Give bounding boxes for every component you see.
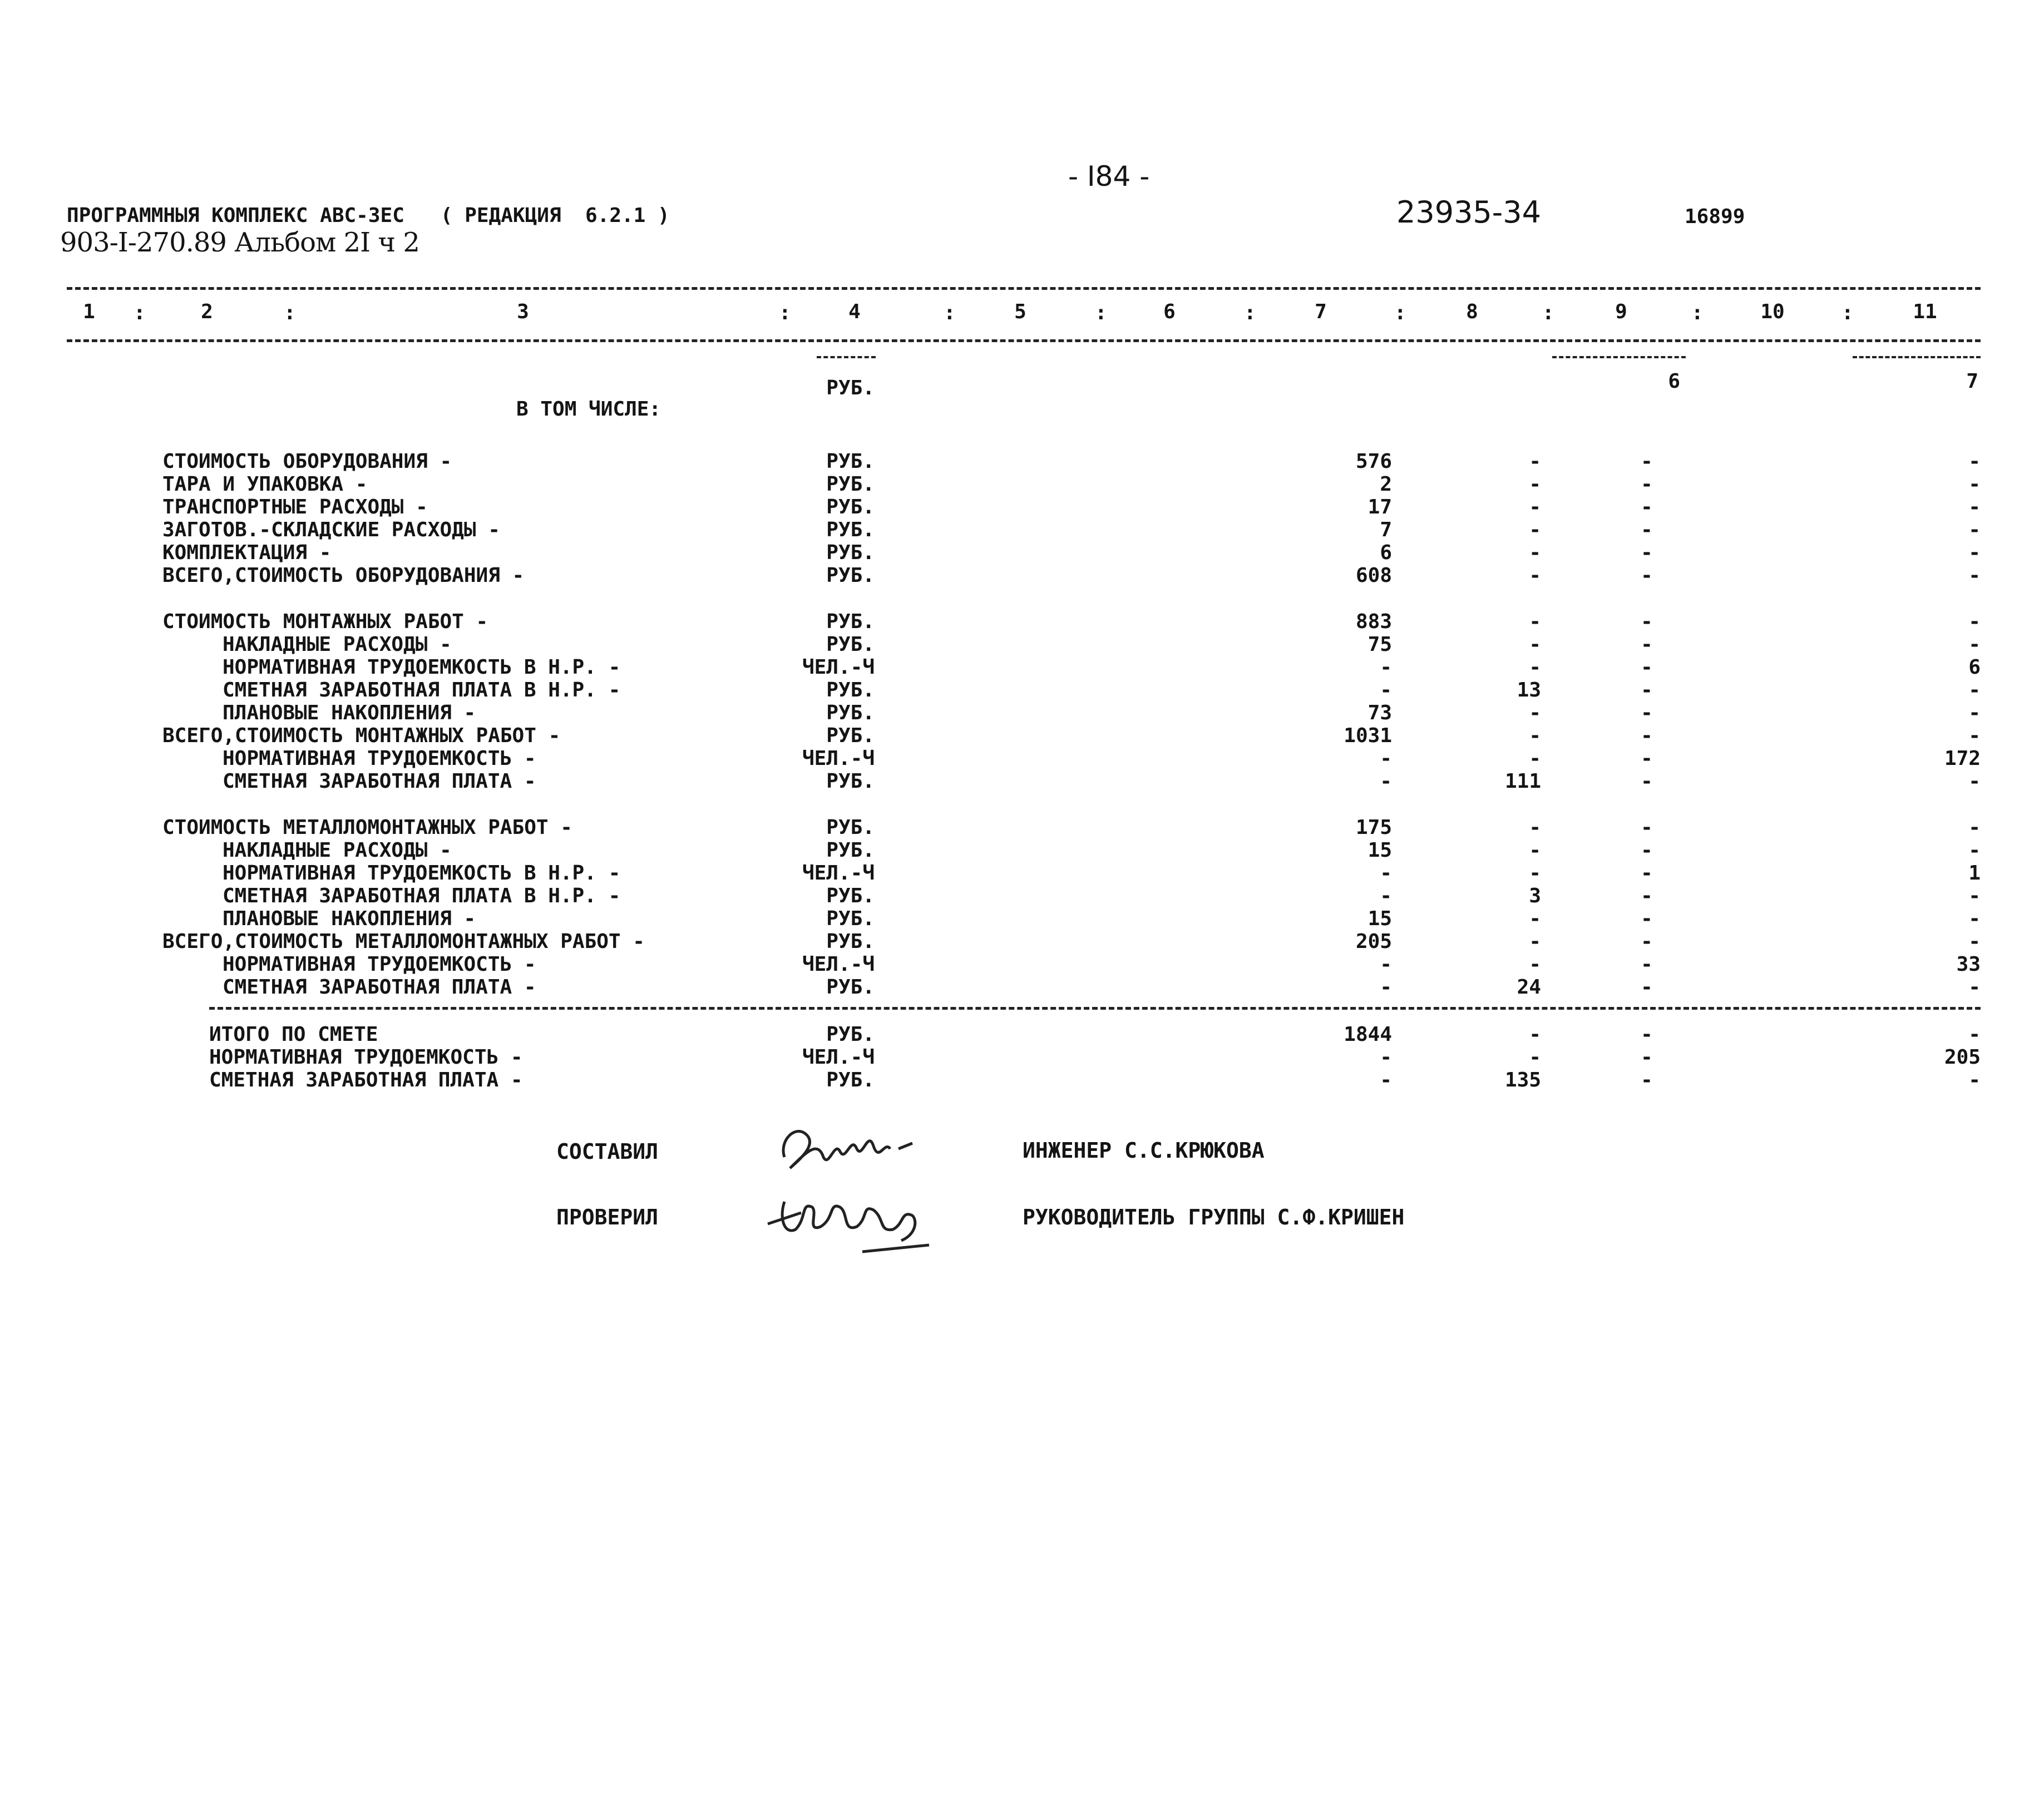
total-2-col11: 205 — [1944, 1046, 1981, 1069]
row-13-col8: - — [1529, 747, 1541, 770]
row-15-col8: - — [1529, 816, 1541, 839]
row-5-unit: РУБ. — [826, 541, 875, 564]
column-separator: : — [779, 302, 791, 324]
row-17-label: НОРМАТИВНАЯ ТРУДОЕМКОСТЬ В Н.Р. - — [223, 862, 621, 885]
row-18-unit: РУБ. — [826, 885, 875, 907]
row-11-label: ПЛАНОВЫЕ НАКОПЛЕНИЯ - — [223, 702, 476, 724]
column-header-6: 6 — [1163, 300, 1176, 323]
row-17-col8: - — [1529, 862, 1541, 885]
row-8-label: НАКЛАДНЫЕ РАСХОДЫ - — [223, 633, 452, 656]
row-18-col9: - — [1641, 885, 1653, 907]
column-separator: : — [1394, 302, 1406, 324]
row-20-unit: РУБ. — [826, 930, 875, 953]
row-14-label: СМЕТНАЯ ЗАРАБОТНАЯ ПЛАТА - — [223, 770, 536, 793]
column-separator: : — [1095, 302, 1107, 324]
row-1-unit: РУБ. — [826, 450, 875, 473]
intro-col11: 7 — [1966, 370, 1978, 393]
checked-by: РУКОВОДИТЕЛЬ ГРУППЫ С.Ф.КРИШЕН — [1023, 1205, 1405, 1229]
row-2-col7: 2 — [1380, 473, 1392, 496]
column-header-11: 11 — [1913, 300, 1937, 323]
row-12-col11: - — [1968, 724, 1981, 747]
row-4-col9: - — [1641, 518, 1653, 541]
column-header-3: 3 — [517, 300, 529, 323]
row-21-col9: - — [1641, 953, 1653, 976]
row-11-col7: 73 — [1367, 702, 1392, 724]
row-9-col7: - — [1380, 656, 1392, 679]
row-21-col7: - — [1380, 953, 1392, 976]
row-9-unit: ЧЕЛ.-Ч — [802, 656, 875, 679]
row-6-unit: РУБ. — [826, 564, 875, 587]
total-2-unit: ЧЕЛ.-Ч — [802, 1046, 875, 1069]
column-separator: : — [1841, 302, 1854, 324]
row-14-col8: 111 — [1504, 770, 1541, 793]
row-10-col9: - — [1641, 679, 1653, 702]
total-1-col11: - — [1968, 1023, 1981, 1046]
col9-rule — [1552, 356, 1686, 358]
total-2-label: НОРМАТИВНАЯ ТРУДОЕМКОСТЬ - — [209, 1046, 523, 1069]
column-header-7: 7 — [1315, 300, 1327, 323]
row-22-col8: 24 — [1517, 976, 1541, 999]
row-4-col7: 7 — [1380, 518, 1392, 541]
row-20-col11: - — [1968, 930, 1981, 953]
row-1-label: СТОИМОСТЬ ОБОРУДОВАНИЯ - — [162, 450, 452, 473]
column-separator: : — [1691, 302, 1704, 324]
row-21-col8: - — [1529, 953, 1541, 976]
totals-rule — [209, 1007, 1981, 1010]
row-4-label: ЗАГОТОВ.-СКЛАДСКИЕ РАСХОДЫ - — [162, 518, 500, 541]
row-8-unit: РУБ. — [826, 633, 875, 656]
row-11-col8: - — [1529, 702, 1541, 724]
row-4-col8: - — [1529, 518, 1541, 541]
row-7-label: СТОИМОСТЬ МОНТАЖНЫХ РАБОТ - — [162, 610, 488, 633]
row-7-col7: 883 — [1355, 610, 1392, 633]
row-20-col7: 205 — [1355, 930, 1392, 953]
row-8-col11: - — [1968, 633, 1981, 656]
row-5-col8: - — [1529, 541, 1541, 564]
row-15-unit: РУБ. — [826, 816, 875, 839]
row-6-col8: - — [1529, 564, 1541, 587]
total-1-label: ИТОГО ПО СМЕТЕ — [209, 1023, 378, 1046]
row-2-col11: - — [1968, 473, 1981, 496]
row-19-col9: - — [1641, 907, 1653, 930]
row-2-unit: РУБ. — [826, 473, 875, 496]
total-1-col8: - — [1529, 1023, 1541, 1046]
row-21-label: НОРМАТИВНАЯ ТРУДОЕМКОСТЬ - — [223, 953, 536, 976]
row-7-col9: - — [1641, 610, 1653, 633]
total-1-unit: РУБ. — [826, 1023, 875, 1046]
checked-label: ПРОВЕРИЛ — [556, 1205, 659, 1229]
row-8-col7: 75 — [1367, 633, 1392, 656]
row-8-col8: - — [1529, 633, 1541, 656]
total-1-col9: - — [1641, 1023, 1653, 1046]
row-17-col9: - — [1641, 862, 1653, 885]
row-16-col7: 15 — [1367, 839, 1392, 862]
row-9-col8: - — [1529, 656, 1541, 679]
row-3-col7: 17 — [1367, 496, 1392, 518]
total-3-unit: РУБ. — [826, 1069, 875, 1091]
row-13-col7: - — [1380, 747, 1392, 770]
row-18-col8: 3 — [1529, 885, 1541, 907]
row-13-col9: - — [1641, 747, 1653, 770]
unit-rule — [817, 356, 876, 358]
row-12-col9: - — [1641, 724, 1653, 747]
row-2-label: ТАРА И УПАКОВКА - — [162, 473, 368, 496]
column-header-1: 1 — [83, 300, 95, 323]
header-top-rule — [67, 287, 1981, 290]
row-22-col11: - — [1968, 976, 1981, 999]
column-header-4: 4 — [848, 300, 861, 323]
row-8-col9: - — [1641, 633, 1653, 656]
program-line: ПРОГРАММНЫЯ КОМПЛЕКС АВС-3ЕС ( РЕДАКЦИЯ 6.2.1 ) — [67, 204, 670, 227]
row-15-label: СТОИМОСТЬ МЕТАЛЛОМОНТАЖНЫХ РАБОТ - — [162, 816, 572, 839]
column-separator: : — [284, 302, 296, 324]
row-1-col9: - — [1641, 450, 1653, 473]
compiled-by: ИНЖЕНЕР С.С.КРЮКОВА — [1023, 1138, 1265, 1163]
total-3-label: СМЕТНАЯ ЗАРАБОТНАЯ ПЛАТА - — [209, 1069, 523, 1091]
column-header-2: 2 — [201, 300, 213, 323]
row-5-label: КОМПЛЕКТАЦИЯ - — [162, 541, 332, 564]
row-20-label: ВСЕГО,СТОИМОСТЬ МЕТАЛЛОМОНТАЖНЫХ РАБОТ - — [162, 930, 645, 953]
row-1-col11: - — [1968, 450, 1981, 473]
row-22-unit: РУБ. — [826, 976, 875, 999]
row-16-unit: РУБ. — [826, 839, 875, 862]
total-3-col7: - — [1380, 1069, 1392, 1091]
row-9-col9: - — [1641, 656, 1653, 679]
row-13-label: НОРМАТИВНАЯ ТРУДОЕМКОСТЬ - — [223, 747, 536, 770]
row-21-unit: ЧЕЛ.-Ч — [802, 953, 875, 976]
row-15-col9: - — [1641, 816, 1653, 839]
row-16-col8: - — [1529, 839, 1541, 862]
album-reference: 903-I-270.89 Альбом 2I ч 2 — [60, 227, 419, 258]
row-22-col9: - — [1641, 976, 1653, 999]
row-11-col11: - — [1968, 702, 1981, 724]
row-12-label: ВСЕГО,СТОИМОСТЬ МОНТАЖНЫХ РАБОТ - — [162, 724, 561, 747]
compiled-label: СОСТАВИЛ — [556, 1139, 659, 1164]
row-7-col11: - — [1968, 610, 1981, 633]
row-10-col7: - — [1380, 679, 1392, 702]
row-7-unit: РУБ. — [826, 610, 875, 633]
row-19-label: ПЛАНОВЫЕ НАКОПЛЕНИЯ - — [223, 907, 476, 930]
row-18-col7: - — [1380, 885, 1392, 907]
row-1-col8: - — [1529, 450, 1541, 473]
row-16-label: НАКЛАДНЫЕ РАСХОДЫ - — [223, 839, 452, 862]
row-18-col11: - — [1968, 885, 1981, 907]
column-header-8: 8 — [1466, 300, 1478, 323]
column-header-5: 5 — [1014, 300, 1026, 323]
row-3-col8: - — [1529, 496, 1541, 518]
total-2-col7: - — [1380, 1046, 1392, 1069]
row-22-col7: - — [1380, 976, 1392, 999]
compiled-signature — [773, 1118, 918, 1179]
row-16-col9: - — [1641, 839, 1653, 862]
total-2-col8: - — [1529, 1046, 1541, 1069]
row-15-col7: 175 — [1355, 816, 1392, 839]
row-15-col11: - — [1968, 816, 1981, 839]
column-header-10: 10 — [1760, 300, 1785, 323]
row-3-col9: - — [1641, 496, 1653, 518]
row-14-col11: - — [1968, 770, 1981, 793]
row-12-col7: 1031 — [1344, 724, 1392, 747]
intro-col9: 6 — [1668, 370, 1680, 393]
checked-signature — [751, 1179, 940, 1257]
row-17-col11: 1 — [1968, 862, 1981, 885]
col11-rule — [1853, 356, 1981, 358]
document-code: 16899 — [1685, 205, 1745, 228]
row-22-label: СМЕТНАЯ ЗАРАБОТНАЯ ПЛАТА - — [223, 976, 536, 999]
row-7-col8: - — [1529, 610, 1541, 633]
column-separator: : — [944, 302, 956, 324]
row-4-unit: РУБ. — [826, 518, 875, 541]
row-2-col8: - — [1529, 473, 1541, 496]
row-19-unit: РУБ. — [826, 907, 875, 930]
row-14-col9: - — [1641, 770, 1653, 793]
column-separator: : — [1244, 302, 1256, 324]
row-5-col9: - — [1641, 541, 1653, 564]
row-6-col11: - — [1968, 564, 1981, 587]
row-10-col8: 13 — [1517, 679, 1541, 702]
column-separator: : — [134, 302, 146, 324]
page-number: - I84 - — [1068, 160, 1150, 192]
header-bottom-rule — [67, 339, 1981, 342]
row-10-col11: - — [1968, 679, 1981, 702]
row-16-col11: - — [1968, 839, 1981, 862]
row-19-col11: - — [1968, 907, 1981, 930]
row-10-unit: РУБ. — [826, 679, 875, 702]
total-1-col7: 1844 — [1344, 1023, 1392, 1046]
column-separator: : — [1542, 302, 1554, 324]
total-3-col9: - — [1641, 1069, 1653, 1091]
total-3-col11: - — [1968, 1069, 1981, 1091]
row-4-col11: - — [1968, 518, 1981, 541]
intro-unit: РУБ. — [826, 377, 875, 399]
row-3-col11: - — [1968, 496, 1981, 518]
row-21-col11: 33 — [1956, 953, 1981, 976]
row-19-col7: 15 — [1367, 907, 1392, 930]
row-6-label: ВСЕГО,СТОИМОСТЬ ОБОРУДОВАНИЯ - — [162, 564, 525, 587]
row-5-col11: - — [1968, 541, 1981, 564]
row-5-col7: 6 — [1380, 541, 1392, 564]
row-18-label: СМЕТНАЯ ЗАРАБОТНАЯ ПЛАТА В Н.Р. - — [223, 885, 621, 907]
row-13-col11: 172 — [1944, 747, 1981, 770]
row-9-label: НОРМАТИВНАЯ ТРУДОЕМКОСТЬ В Н.Р. - — [223, 656, 621, 679]
column-header-9: 9 — [1615, 300, 1627, 323]
row-17-unit: ЧЕЛ.-Ч — [802, 862, 875, 885]
row-14-unit: РУБ. — [826, 770, 875, 793]
row-19-col8: - — [1529, 907, 1541, 930]
row-17-col7: - — [1380, 862, 1392, 885]
row-1-col7: 576 — [1355, 450, 1392, 473]
row-14-col7: - — [1380, 770, 1392, 793]
row-12-col8: - — [1529, 724, 1541, 747]
row-20-col8: - — [1529, 930, 1541, 953]
row-9-col11: 6 — [1968, 656, 1981, 679]
row-12-unit: РУБ. — [826, 724, 875, 747]
row-6-col9: - — [1641, 564, 1653, 587]
intro-label: В ТОМ ЧИСЛЕ: — [516, 398, 661, 421]
total-3-col8: 135 — [1504, 1069, 1541, 1091]
row-2-col9: - — [1641, 473, 1653, 496]
row-13-unit: ЧЕЛ.-Ч — [802, 747, 875, 770]
row-6-col7: 608 — [1355, 564, 1392, 587]
row-11-unit: РУБ. — [826, 702, 875, 724]
row-10-label: СМЕТНАЯ ЗАРАБОТНАЯ ПЛАТА В Н.Р. - — [223, 679, 621, 702]
row-3-label: ТРАНСПОРТНЫЕ РАСХОДЫ - — [162, 496, 428, 518]
row-11-col9: - — [1641, 702, 1653, 724]
row-20-col9: - — [1641, 930, 1653, 953]
row-3-unit: РУБ. — [826, 496, 875, 518]
document-number: 23935-34 — [1396, 195, 1541, 230]
total-2-col9: - — [1641, 1046, 1653, 1069]
